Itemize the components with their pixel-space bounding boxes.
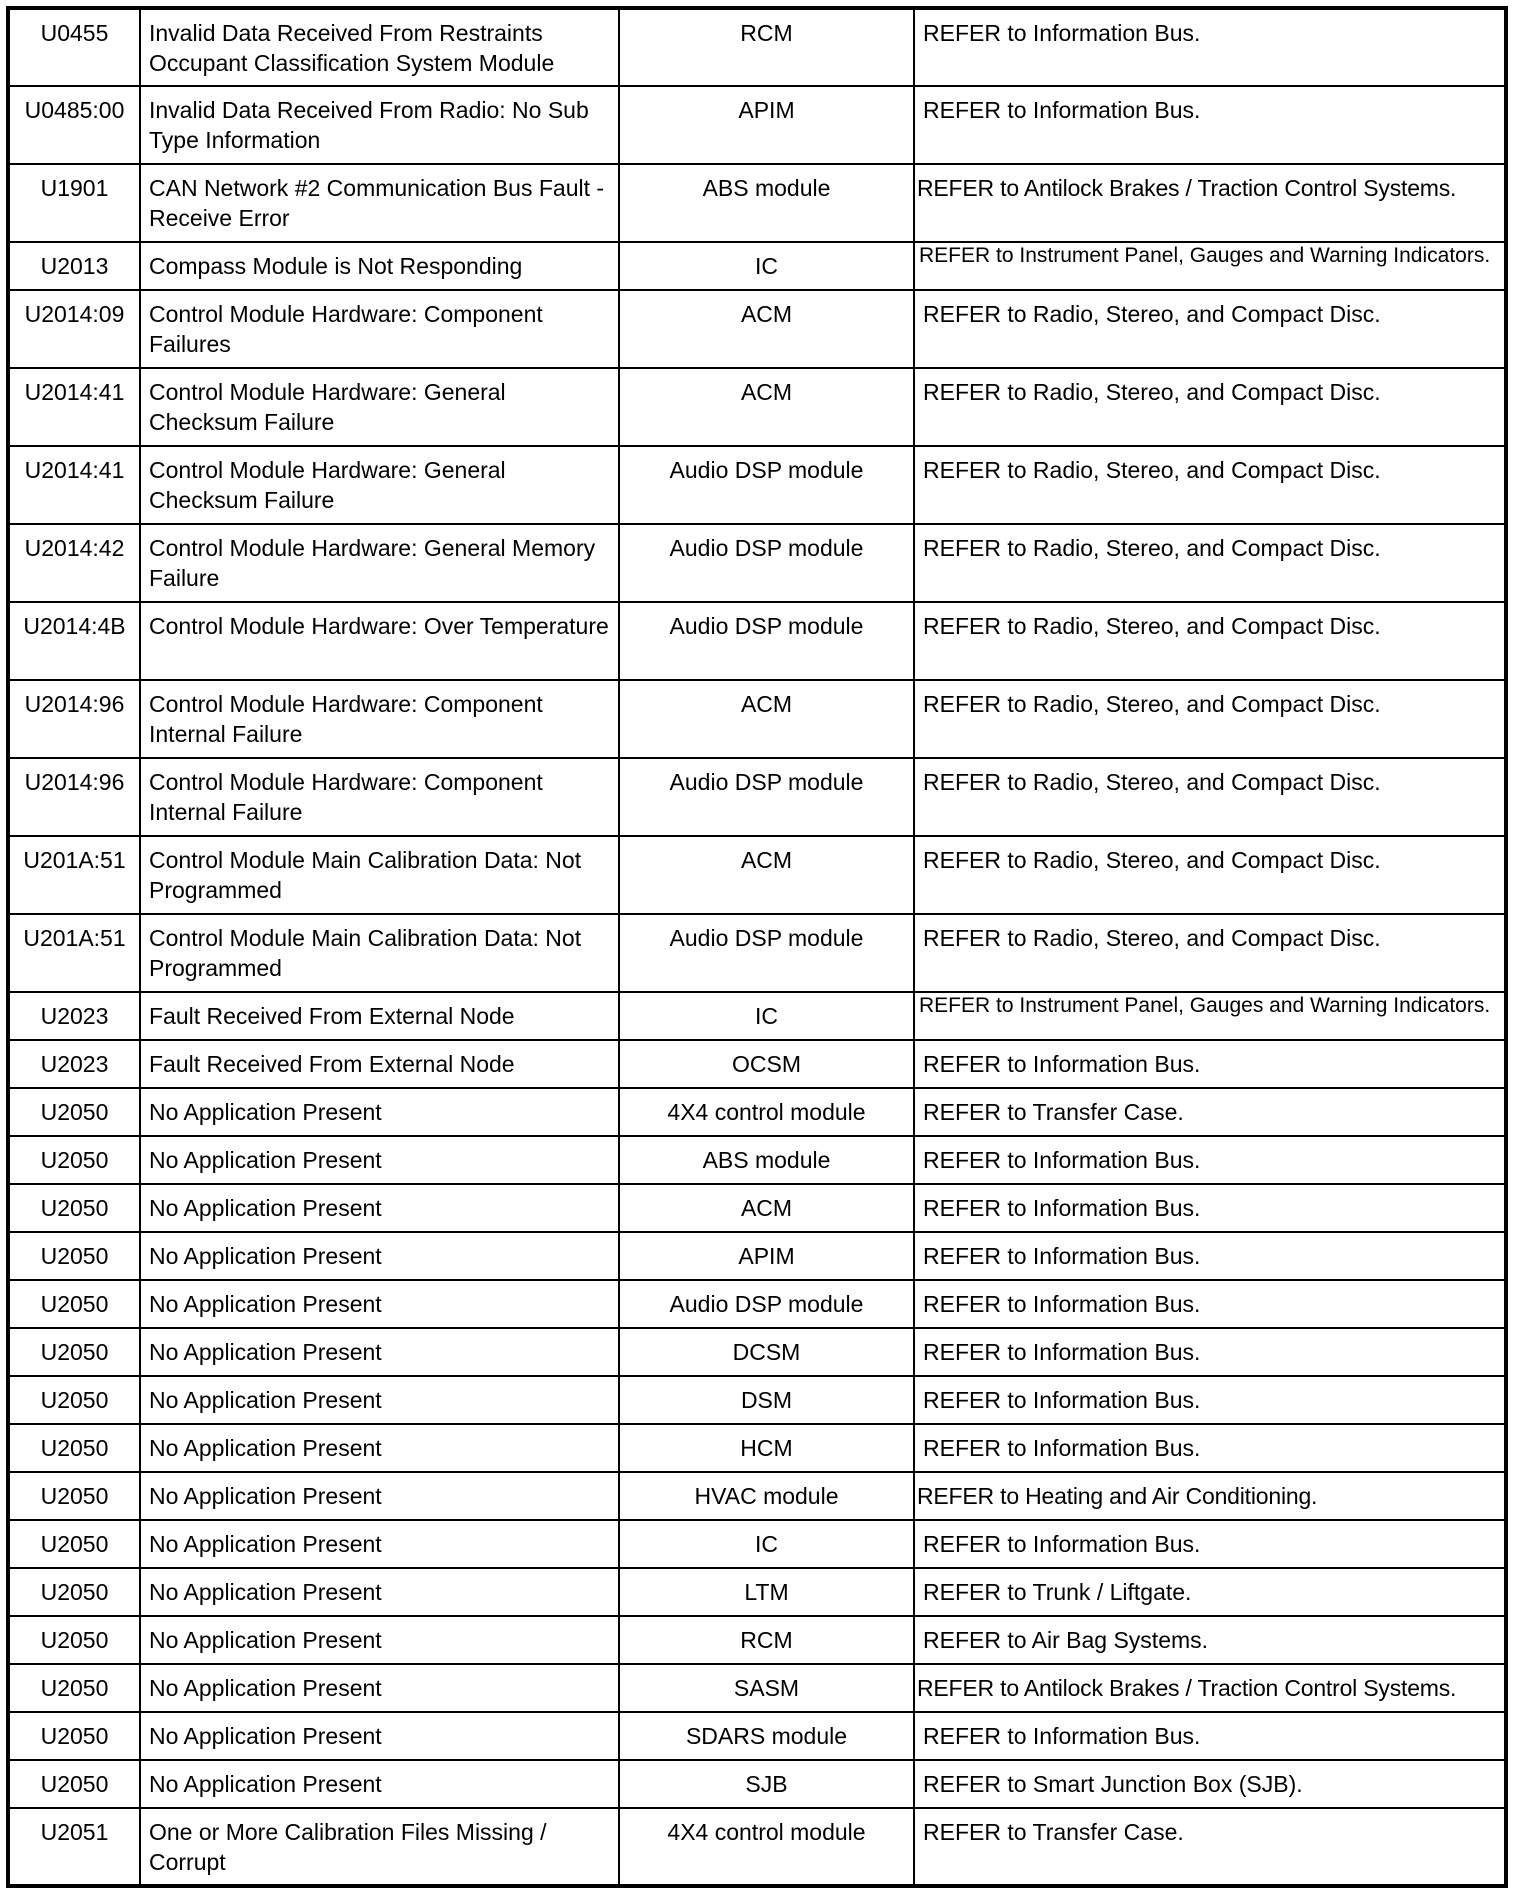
action-cell: REFER to Transfer Case. <box>914 1808 1506 1886</box>
dtc-table <box>6 6 1508 1888</box>
description-cell: No Application Present <box>140 1568 619 1616</box>
source-module-cell: DSM <box>619 1376 914 1424</box>
action-cell: REFER to Information Bus. <box>914 1040 1506 1088</box>
dtc-code-cell: U1901 <box>8 164 140 242</box>
dtc-code-cell: U2050 <box>8 1280 140 1328</box>
table-row <box>8 1136 1506 1184</box>
dtc-code-cell: U2050 <box>8 1088 140 1136</box>
source-module-cell: IC <box>619 1520 914 1568</box>
description-cell: No Application Present <box>140 1328 619 1376</box>
table-row <box>8 368 1506 446</box>
source-module-cell: LTM <box>619 1568 914 1616</box>
action-cell: REFER to Information Bus. <box>914 1232 1506 1280</box>
description-cell: Invalid Data Received From Radio: No Sub Type Information <box>140 86 619 164</box>
action-cell: REFER to Information Bus. <box>914 86 1506 164</box>
description-cell: No Application Present <box>140 1376 619 1424</box>
dtc-code-cell: U0455 <box>8 8 140 86</box>
description-cell: Fault Received From External Node <box>140 992 619 1040</box>
source-module-cell: Audio DSP module <box>619 602 914 680</box>
description-cell: No Application Present <box>140 1712 619 1760</box>
action-cell: REFER to Antilock Brakes / Traction Control Systems. <box>914 1664 1506 1712</box>
dtc-code-cell: U2014:09 <box>8 290 140 368</box>
source-module-cell: DCSM <box>619 1328 914 1376</box>
description-cell: No Application Present <box>140 1424 619 1472</box>
description-cell: One or More Calibration Files Missing / Corrupt <box>140 1808 619 1886</box>
source-module-cell: IC <box>619 992 914 1040</box>
table-row <box>8 1232 1506 1280</box>
dtc-code-cell: U2050 <box>8 1712 140 1760</box>
dtc-code-cell: U0485:00 <box>8 86 140 164</box>
action-cell: REFER to Information Bus. <box>914 1424 1506 1472</box>
action-cell: REFER to Information Bus. <box>914 1136 1506 1184</box>
table-row <box>8 86 1506 164</box>
dtc-code-cell: U2014:42 <box>8 524 140 602</box>
description-cell: No Application Present <box>140 1760 619 1808</box>
source-module-cell: Audio DSP module <box>619 524 914 602</box>
source-module-cell: SASM <box>619 1664 914 1712</box>
description-cell: No Application Present <box>140 1520 619 1568</box>
description-cell: CAN Network #2 Communication Bus Fault - Receive Error <box>140 164 619 242</box>
source-module-cell: APIM <box>619 1232 914 1280</box>
dtc-code-cell: U2014:4B <box>8 602 140 680</box>
action-cell: REFER to Radio, Stereo, and Compact Disc. <box>914 368 1506 446</box>
source-module-cell: IC <box>619 242 914 290</box>
source-module-cell: APIM <box>619 86 914 164</box>
description-cell: Control Module Main Calibration Data: Not Programmed <box>140 836 619 914</box>
dtc-code-cell: U2051 <box>8 1808 140 1886</box>
table-row <box>8 446 1506 524</box>
description-cell: Compass Module is Not Responding <box>140 242 619 290</box>
description-cell: Invalid Data Received From Restraints Occupant Classification System Module <box>140 8 619 86</box>
action-cell: REFER to Radio, Stereo, and Compact Disc. <box>914 836 1506 914</box>
table-row <box>8 1184 1506 1232</box>
dtc-code-cell: U2050 <box>8 1136 140 1184</box>
action-cell: REFER to Radio, Stereo, and Compact Disc. <box>914 446 1506 524</box>
table-row <box>8 1040 1506 1088</box>
dtc-code-cell: U2050 <box>8 1664 140 1712</box>
table-row <box>8 8 1506 86</box>
table-row <box>8 1328 1506 1376</box>
table-row <box>8 1280 1506 1328</box>
description-cell: No Application Present <box>140 1088 619 1136</box>
dtc-table-body <box>8 8 1506 1886</box>
description-cell: No Application Present <box>140 1184 619 1232</box>
dtc-code-cell: U2050 <box>8 1424 140 1472</box>
source-module-cell: Audio DSP module <box>619 758 914 836</box>
source-module-cell: ACM <box>619 836 914 914</box>
action-cell: REFER to Instrument Panel, Gauges and Warning Indicators. <box>914 992 1506 1040</box>
table-row <box>8 758 1506 836</box>
table-row <box>8 1568 1506 1616</box>
source-module-cell: RCM <box>619 1616 914 1664</box>
description-cell: Control Module Hardware: Component Failures <box>140 290 619 368</box>
action-cell: REFER to Radio, Stereo, and Compact Disc. <box>914 680 1506 758</box>
table-row <box>8 602 1506 680</box>
description-cell: Control Module Hardware: General Checksum Failure <box>140 446 619 524</box>
action-cell: REFER to Information Bus. <box>914 1520 1506 1568</box>
table-row <box>8 1376 1506 1424</box>
source-module-cell: ABS module <box>619 1136 914 1184</box>
action-cell: REFER to Antilock Brakes / Traction Control Systems. <box>914 164 1506 242</box>
action-cell: REFER to Information Bus. <box>914 1184 1506 1232</box>
action-cell: REFER to Information Bus. <box>914 1376 1506 1424</box>
dtc-code-cell: U2050 <box>8 1568 140 1616</box>
source-module-cell: 4X4 control module <box>619 1088 914 1136</box>
description-cell: Control Module Hardware: Over Temperature <box>140 602 619 680</box>
table-row <box>8 1664 1506 1712</box>
action-cell: REFER to Air Bag Systems. <box>914 1616 1506 1664</box>
action-cell: REFER to Trunk / Liftgate. <box>914 1568 1506 1616</box>
table-row <box>8 1520 1506 1568</box>
action-cell: REFER to Radio, Stereo, and Compact Disc. <box>914 914 1506 992</box>
description-cell: Control Module Hardware: General Checksum Failure <box>140 368 619 446</box>
table-row <box>8 914 1506 992</box>
dtc-code-cell: U2023 <box>8 1040 140 1088</box>
source-module-cell: ACM <box>619 680 914 758</box>
source-module-cell: Audio DSP module <box>619 1280 914 1328</box>
action-cell: REFER to Instrument Panel, Gauges and Warning Indicators. <box>914 242 1506 290</box>
action-cell: REFER to Radio, Stereo, and Compact Disc. <box>914 290 1506 368</box>
source-module-cell: SDARS module <box>619 1712 914 1760</box>
source-module-cell: OCSM <box>619 1040 914 1088</box>
table-row <box>8 1616 1506 1664</box>
description-cell: Control Module Main Calibration Data: Not Programmed <box>140 914 619 992</box>
source-module-cell: Audio DSP module <box>619 446 914 524</box>
table-row <box>8 1808 1506 1886</box>
table-row <box>8 836 1506 914</box>
source-module-cell: Audio DSP module <box>619 914 914 992</box>
dtc-code-cell: U2013 <box>8 242 140 290</box>
action-cell: REFER to Information Bus. <box>914 1328 1506 1376</box>
source-module-cell: SJB <box>619 1760 914 1808</box>
table-row <box>8 680 1506 758</box>
source-module-cell: HVAC module <box>619 1472 914 1520</box>
action-cell: REFER to Heating and Air Conditioning. <box>914 1472 1506 1520</box>
table-row <box>8 524 1506 602</box>
dtc-code-cell: U201A:51 <box>8 836 140 914</box>
dtc-code-cell: U2050 <box>8 1472 140 1520</box>
table-row <box>8 1760 1506 1808</box>
description-cell: No Application Present <box>140 1472 619 1520</box>
description-cell: No Application Present <box>140 1136 619 1184</box>
table-row <box>8 164 1506 242</box>
table-row <box>8 1472 1506 1520</box>
description-cell: Control Module Hardware: Component Internal Failure <box>140 758 619 836</box>
source-module-cell: ACM <box>619 368 914 446</box>
source-module-cell: RCM <box>619 8 914 86</box>
dtc-code-cell: U2050 <box>8 1376 140 1424</box>
action-cell: REFER to Radio, Stereo, and Compact Disc. <box>914 524 1506 602</box>
description-cell: No Application Present <box>140 1232 619 1280</box>
source-module-cell: ABS module <box>619 164 914 242</box>
table-row <box>8 290 1506 368</box>
action-cell: REFER to Radio, Stereo, and Compact Disc. <box>914 758 1506 836</box>
description-cell: Control Module Hardware: Component Internal Failure <box>140 680 619 758</box>
action-cell: REFER to Radio, Stereo, and Compact Disc. <box>914 602 1506 680</box>
table-row <box>8 242 1506 290</box>
description-cell: Fault Received From External Node <box>140 1040 619 1088</box>
action-cell: REFER to Information Bus. <box>914 1712 1506 1760</box>
table-row <box>8 992 1506 1040</box>
table-row <box>8 1088 1506 1136</box>
table-row <box>8 1424 1506 1472</box>
description-cell: No Application Present <box>140 1616 619 1664</box>
source-module-cell: ACM <box>619 1184 914 1232</box>
dtc-code-cell: U2050 <box>8 1184 140 1232</box>
action-cell: REFER to Information Bus. <box>914 1280 1506 1328</box>
dtc-code-cell: U2050 <box>8 1328 140 1376</box>
dtc-code-cell: U2023 <box>8 992 140 1040</box>
source-module-cell: HCM <box>619 1424 914 1472</box>
action-cell: REFER to Information Bus. <box>914 8 1506 86</box>
table-row <box>8 1712 1506 1760</box>
dtc-code-cell: U2014:41 <box>8 368 140 446</box>
description-cell: No Application Present <box>140 1280 619 1328</box>
description-cell: Control Module Hardware: General Memory Failure <box>140 524 619 602</box>
dtc-code-cell: U2014:41 <box>8 446 140 524</box>
source-module-cell: 4X4 control module <box>619 1808 914 1886</box>
dtc-code-cell: U201A:51 <box>8 914 140 992</box>
dtc-code-cell: U2014:96 <box>8 680 140 758</box>
source-module-cell: ACM <box>619 290 914 368</box>
description-cell: No Application Present <box>140 1664 619 1712</box>
action-cell: REFER to Smart Junction Box (SJB). <box>914 1760 1506 1808</box>
dtc-code-cell: U2050 <box>8 1232 140 1280</box>
dtc-code-cell: U2050 <box>8 1520 140 1568</box>
action-cell: REFER to Transfer Case. <box>914 1088 1506 1136</box>
dtc-code-cell: U2014:96 <box>8 758 140 836</box>
dtc-code-cell: U2050 <box>8 1760 140 1808</box>
dtc-code-cell: U2050 <box>8 1616 140 1664</box>
